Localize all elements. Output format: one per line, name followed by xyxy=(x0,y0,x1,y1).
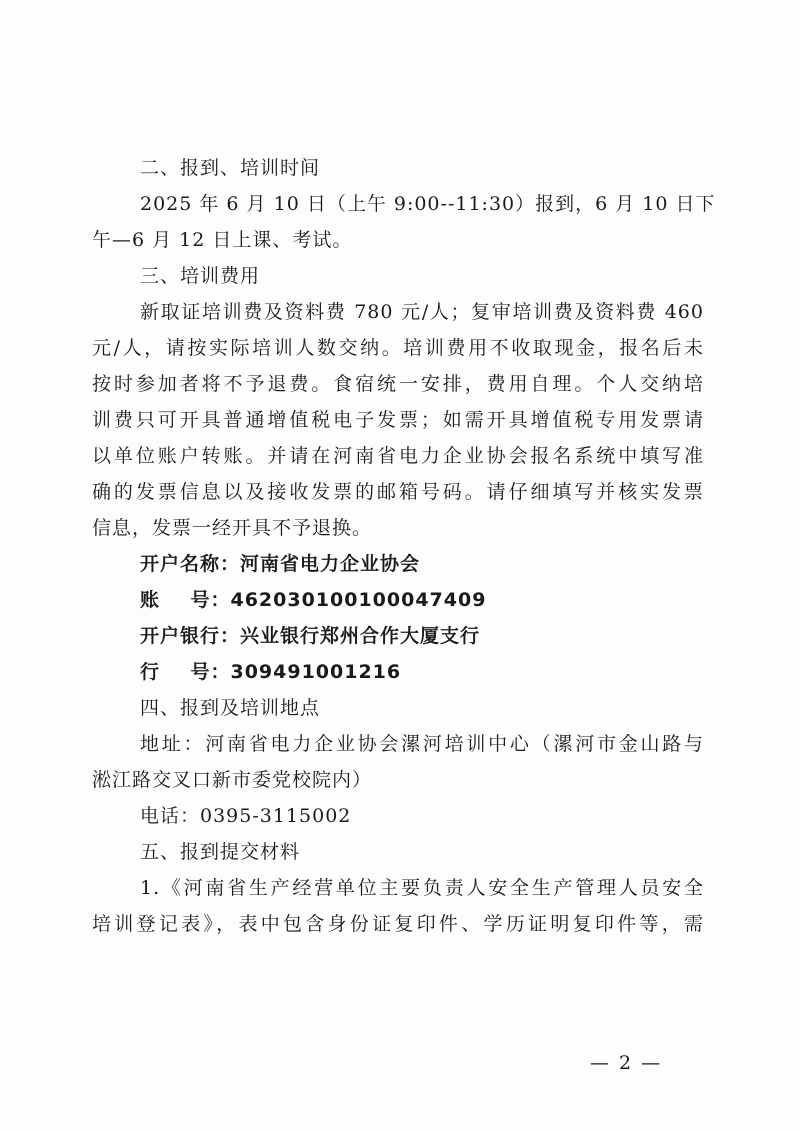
section-heading-2: 二、报到、培训时间 xyxy=(140,157,321,179)
document-body xyxy=(92,150,716,942)
paragraph-line: 信息，发票一经开具不予退换。 xyxy=(92,517,373,539)
section-heading-4: 四、报到及培训地点 xyxy=(140,697,321,719)
account-number-value: 462030100100047409 xyxy=(230,589,487,611)
paragraph-line: 元/人，请按实际培训人数交纳。培训费用不收取现金，报名后未 xyxy=(92,337,704,359)
account-name-label: 开户名称： xyxy=(140,553,241,575)
paragraph-line: 午—6 月 12 日上课、考试。 xyxy=(92,229,353,251)
paragraph-line: 2025 年 6 月 10 日（上午 9:00--11:30）报到，6 月 10 日下 xyxy=(140,193,716,215)
section-heading-5: 五、报到提交材料 xyxy=(140,841,301,863)
section-heading-3: 三、培训费用 xyxy=(140,265,261,287)
paragraph-line: 培训登记表》，表中包含身份证复印件、学历证明复印件等，需 xyxy=(92,913,704,935)
account-name-row xyxy=(92,546,704,582)
phone-line: 电话：0395-3115002 xyxy=(140,805,352,827)
paragraph-line: 地址：河南省电力企业协会漯河培训中心（漯河市金山路与 xyxy=(140,733,704,755)
bank-label: 开户银行： xyxy=(140,625,241,647)
bank-number-row xyxy=(92,654,704,690)
paragraph-line: 淞江路交叉口新市委党校院内） xyxy=(92,769,373,791)
account-name-value: 河南省电力企业协会 xyxy=(240,553,421,575)
page-number: — 2 — xyxy=(590,1052,663,1074)
paragraph-line: 确的发票信息以及接收发票的邮箱号码。请仔细填写并核实发票 xyxy=(92,481,704,503)
bank-number-label: 行 号： xyxy=(140,661,231,683)
paragraph-line: 以单位账户转账。并请在河南省电力企业协会报名系统中填写准 xyxy=(92,445,704,467)
bank-value: 兴业银行郑州合作大厦支行 xyxy=(240,625,481,647)
bank-row xyxy=(92,618,704,654)
paragraph-line: 训费只可开具普通增值税电子发票；如需开具增值税专用发票请 xyxy=(92,409,704,431)
paragraph-line: 按时参加者将不予退费。食宿统一安排，费用自理。个人交纳培 xyxy=(92,373,704,395)
paragraph-line: 1.《河南省生产经营单位主要负责人安全生产管理人员安全 xyxy=(140,877,704,899)
account-number-label: 账 号： xyxy=(140,589,231,611)
account-number-row xyxy=(92,582,704,618)
bank-number-value: 309491001216 xyxy=(230,661,402,683)
paragraph-line: 新取证培训费及资料费 780 元/人；复审培训费及资料费 460 xyxy=(140,301,704,323)
